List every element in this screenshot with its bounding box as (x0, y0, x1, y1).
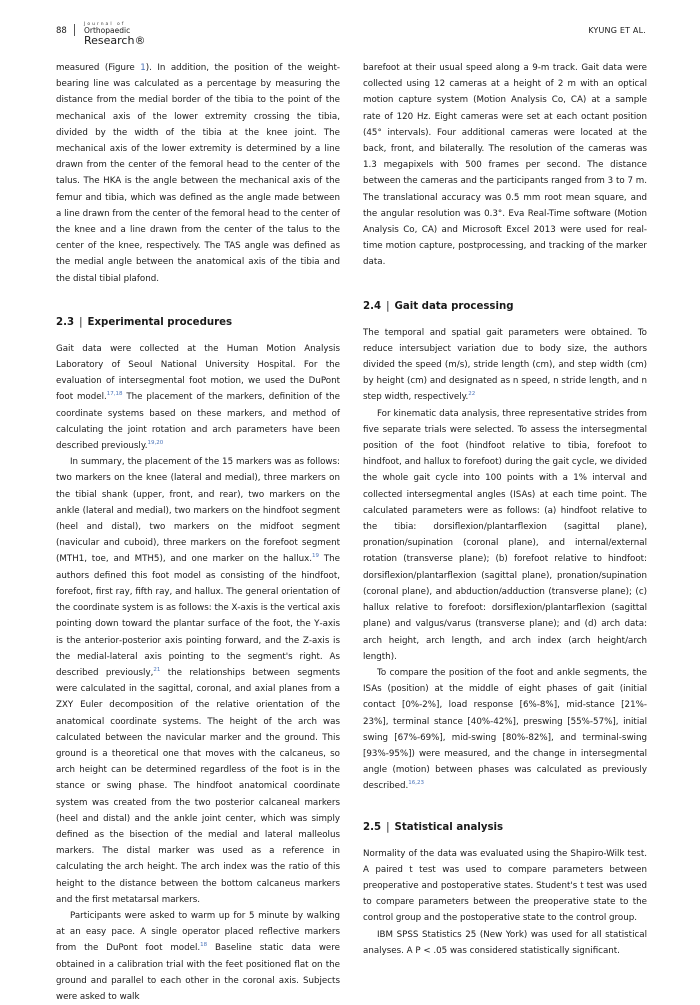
figure-link[interactable]: 1 (140, 63, 146, 73)
journal-logo-small: Journal of (84, 22, 126, 27)
journal-logo (84, 22, 145, 47)
paragraph: To compare the position of the foot and ankle segments, the ISAs (position) at the middle of eight phases of gait (initial contact [0%‐2%], load response [6%‐8%], mid‐stance [21%‐23%], terminal stance [40%‐42%], preswing [55%‐57%], initial swing [67%‐69%], mid‐swing [80%‐82%], and terminal‐swing [93%‐95%]) were measured, and the change in intersegmental angle (motion) between phases was calculated as previously described.$^{16,23}$ (363, 667, 647, 792)
paragraph: Normality of the data was evaluated using the Shapiro‐Wilk test. A paired t test was used to compare parameters between preoperative and postoperative states. Student's t test was used to compare parameters between the preoperative state to the control group and the postoperative state to the control group. (363, 848, 647, 924)
right-column (363, 60, 647, 959)
journal-logo-big: Research® (84, 34, 146, 47)
paragraph: IBM SPSS Statistics 25 (New York) was used for all statistical analyses. A P < .05 was considered statistically significant. (363, 929, 647, 956)
header-divider (74, 24, 75, 36)
reference-link[interactable]: 17,18 (106, 391, 123, 398)
reference-link[interactable]: 19 (312, 553, 320, 560)
paragraph: For kinematic data analysis, three representative strides from five separate trials were selected. To assess the intersegmental position of the foot (hindfoot relative to tibia, forefoot to hindfoot, and hallux to forefoot) during the gait cycle, we divided the whole gait cycle into 100 points with a 1% interval and collected intersegmental angles (ISAs) at each time point. The calculated parameters were as follows: (a) hindfoot relative to the tibia: dorsiflexion/plantarflexion (sagittal plane), pronation/supination (coronal plane), and internal/external rotation (transverse plane); (b) forefoot relative to hindfoot: dorsiflexion/plantarflexion (sagittal plane), pronation/supination (coronal plane), and abduction/adduction (transverse plane); (c) hallux relative to forefoot: dorsiflexion/plantarflexion (sagittal plane) and valgus/varus (transverse plane); and (d) arch data: arch height, arch length, and arch index (arch height/arch length). (363, 408, 647, 662)
left-column (56, 60, 340, 1005)
section-heading: 2.4 | Gait data processing (363, 300, 514, 312)
running-head: KYUNG ET AL. (588, 26, 646, 35)
paragraph: measured (Figure 1). In addition, the position of the weight‐bearing line was calculated as a percentage by measuring the distance from the medial border of the tibia to the point of the mechanical axis of the lower extremity crossing the tibia, divided by the width of the tibia at the knee joint. The mechanical axis of the lower extremity is determined by a line drawn from the center of the femoral head to the center of the talus. The HKA is the angle between the mechanical axis of the femur and tibia, which was defined as the angle made between a line drawn from the center of the femoral head to the center of the knee and a line drawn from the center of the talus to the center of the knee, respectively. The TAS angle was defined as the medial angle between the anatomical axis of the tibia and the distal tibial plafond. (56, 63, 340, 284)
page-number: 88 (56, 26, 67, 36)
reference-link[interactable]: 18 (200, 942, 208, 949)
reference-link[interactable]: 22 (468, 391, 476, 398)
paragraph: Gait data were collected at the Human Motion Analysis Laboratory of Seoul National University Hospital. For the evaluation of intersegmental foot motion, we used the DuPont foot model.$^{17,18}$ The placement of the markers, definition of the coordinate systems based on these markers, and method of calculating the joint rotation and arch parameters have been described previously.$^{19,20}$ (56, 343, 341, 452)
journal-logo-mid: Orthopaedic (84, 26, 131, 35)
paragraph: barefoot at their usual speed along a 9‐m track. Gait data were collected using 12 cameras at a height of 2 m with an optical motion capture system (Motion Analysis Co, CA) at a sample rate of 120 Hz. Eight cameras were set at each octant position (45° intervals). Four additional cameras were located at the back, front, and bilaterally. The resolution of the cameras was 1.3 megapixels with 500 frames per second. The distance between the cameras and the participants ranged from 3 to 7 m. The translational accuracy was 0.5 mm root mean square, and the angular resolution was 0.3°. Eva Real‐Time software (Motion Analysis Co, CA) and Microsoft Excel 2013 were used for real‐time motion capture, postprocessing, and tracking of the marker data. (363, 63, 647, 268)
reference-link[interactable]: 19,20 (147, 440, 164, 447)
section-heading: 2.5 | Statistical analysis (363, 821, 504, 833)
reference-link[interactable]: 21 (153, 666, 161, 673)
paragraph: Participants were asked to warm up for 5 minute by walking at an easy pace. A single operator placed reflective markers from the DuPont foot model.$^{18}$ Baseline static data were obtained in a calibration trial with the feet positioned flat on the ground and parallel to each other in the coronal axis. Subjects were asked to walk (56, 910, 340, 1002)
paragraph: In summary, the placement of the 15 markers was as follows: two markers on the knee (lateral and medial), three markers on the tibial shank (upper, front, and rear), two markers on the ankle (lateral and medial), two markers on the hindfoot segment (heel and distal), two markers on the midfoot segment (navicular and cuboid), three markers on the forefoot segment (MTH1, toe, and MTH5), and one marker on the hallux.$^{19}$ The authors defined this foot model as consisting of the hindfoot, forefoot, first ray, fifth ray, and hallux. The general orientation of the coordinate system is as follows: the X‐axis is the vertical axis pointing down toward the plantar surface of the foot, the Y‐axis is the anterior‐posterior axis pointing forward, and the Z‐axis is the medial‐lateral axis pointing to the segment's right. As described previously,$^{21}$ the relationships between segments were calculated in the sagittal, coronal, and axial planes from a ZXY Euler decomposition of the relative orientation of the anatomical coordinate systems. The height of the arch was calculated between the navicular marker and the ground. This ground is a theoretical one that moves with the calcaneus, so arch height can be determined regardless of the foot is in the stance or swing phase. The hindfoot anatomical coordinate system was created from the two posterior calcaneal markers (heel and distal) and the ankle joint center, which was simply defined as the bisection of the medial and lateral malleolus markers. The distal marker was used as a reference in calculating the arch height. The arch index was the ratio of this height to the distance between the bottom calcaneus markers and the first metatarsal markers. (56, 457, 341, 905)
section-heading: 2.3 | Experimental procedures (56, 316, 233, 328)
reference-link[interactable]: 16,23 (408, 780, 425, 787)
paragraph: The temporal and spatial gait parameters were obtained. To reduce intersubject variation due to body size, the authors divided the speed (m/s), stride length (cm), and step width (cm) by height (cm) and designated as n speed, n stride length, and n step width, respectively.$^{22}$ (363, 327, 647, 403)
page-header (56, 22, 646, 56)
